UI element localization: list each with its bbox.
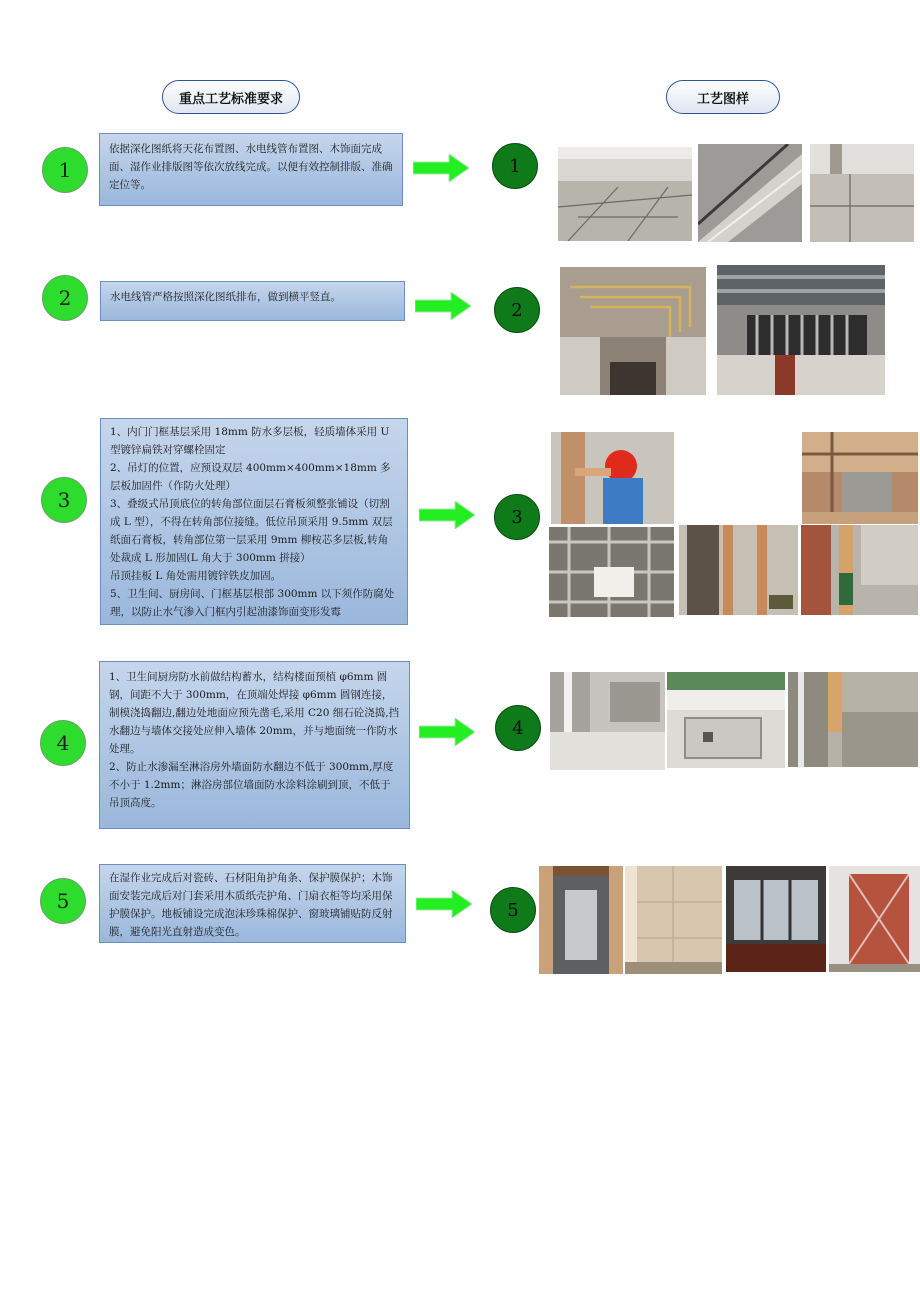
- step-2-paragraph-1: 水电线管严格按照深化图纸排布，做到横平竖直。: [110, 291, 341, 303]
- step-2-arrow-icon: [415, 292, 471, 320]
- step-5-sample-circle: 5: [490, 887, 536, 933]
- worker-red-helmet-photo: [551, 432, 674, 524]
- stone-wall-protection-photo: [625, 866, 722, 974]
- step-5-text-box: [99, 864, 406, 943]
- step-3-paragraph-5: 5、卫生间、厨房间、门框基层根部 300mm 以下须作防腐处理，以防止水气渗入门框内引起油漆饰面变形发霉: [110, 588, 395, 618]
- step-4-paragraph-2: 2、防止水渗漏至淋浴房外墙面防水翻边不低于 300mm,厚度不小于 1.2mm；淋浴房部位墙面防水涂料涂刷到顶，不低于吊顶高度。: [109, 761, 394, 809]
- step-3-sample-circle: 3: [494, 494, 540, 540]
- step-3-paragraph-3: 3、叠级式吊顶底位的转角部位面层石膏板须整张铺设（切割成 L 型），不得在转角部位接缝。低位吊顶采用 9.5mm 双层纸面石膏板，转角部位第一层采用 9mm 柳桉芯多层板,转角处裁成 L 形加固(L 角大于 300mm 拼接）: [110, 498, 393, 564]
- door-frame-corner-photo: [801, 525, 918, 615]
- step-3-text-box: [100, 418, 408, 625]
- step-3-number-circle: 3: [41, 477, 87, 523]
- wall-waterproof-edge-photo: [788, 672, 918, 767]
- step-4-text-box: [99, 661, 410, 829]
- floor-line-marking-photo: [810, 144, 914, 242]
- step-4-number-circle: 4: [40, 720, 86, 766]
- window-film-photo: [726, 866, 826, 972]
- step-4-arrow-icon: [419, 718, 475, 746]
- ceiling-line-detail-photo: [698, 144, 802, 242]
- ceiling-conduit-photo: [560, 267, 706, 395]
- step-4-paragraph-1: 1、卫生间厨房防水前做结构蓄水，结构楼面预植 φ6mm 圆钢，间距不大于 300mm，在顶端处焊接 φ6mm 圆钢连接，制模浇捣翻边,翻边处地面应预先凿毛,采用 C20 细石砼浇捣,挡水翻边与墙体交接处应伸入墙体 20mm，并与地面统一作防水处理。: [109, 671, 400, 755]
- step-5-paragraph-1: 在湿作业完成后对瓷砖、石材阳角护角条、保护膜保护；木饰面安装完成后对门套采用木质纸壳护角、门扇衣柜等均采用保护膜保护。地板铺设完成泡沫珍珠棉保护、窗玻璃铺贴防反射膜，避免阳光直射造成变色。: [109, 872, 393, 938]
- requirements-header: 重点工艺标准要求: [162, 80, 300, 114]
- shower-base-photo: [667, 672, 785, 768]
- step-3-paragraph-4: 吊顶挂板 L 角处需用镀锌铁皮加固。: [110, 570, 282, 582]
- step-1-paragraph-1: 依据深化图纸将天花布置图、水电线管布置图、木饰面完成面、湿作业排版图等依次放线完成。以便有效控制排版、准确定位等。: [109, 143, 393, 191]
- step-3-paragraph-1: 1、内门门框基层采用 18mm 防水多层板，轻质墙体采用 U 型镀锌扁铁对穿螺栓固定: [110, 426, 390, 456]
- step-3-paragraph-2: 2、吊灯的位置，应预设双层 400mm×400mm×18mm 多层板加固件（作防火处理）: [110, 462, 391, 492]
- ceiling-layout-marking-photo: [558, 147, 692, 241]
- ceiling-frame-photo: [549, 527, 674, 617]
- ceiling-corner-board-photo: [802, 432, 918, 524]
- step-3-arrow-icon: [419, 501, 475, 529]
- samples-header: 工艺图样: [666, 80, 780, 114]
- step-1-text-box: [99, 133, 403, 206]
- step-1-number-circle: 1: [42, 147, 88, 193]
- door-frame-base-photo: [679, 525, 798, 615]
- step-5-arrow-icon: [416, 890, 472, 918]
- pipe-coil-photo: [717, 265, 885, 395]
- wardrobe-film-photo: [829, 866, 920, 972]
- step-1-sample-circle: 1: [492, 143, 538, 189]
- bathroom-waterproof-photo: [550, 672, 665, 770]
- step-1-arrow-icon: [413, 154, 469, 182]
- corridor-protection-photo: [539, 866, 623, 974]
- step-2-sample-circle: 2: [494, 287, 540, 333]
- step-4-sample-circle: 4: [495, 705, 541, 751]
- step-2-text-box: [100, 281, 405, 321]
- step-5-number-circle: 5: [40, 878, 86, 924]
- step-2-number-circle: 2: [42, 275, 88, 321]
